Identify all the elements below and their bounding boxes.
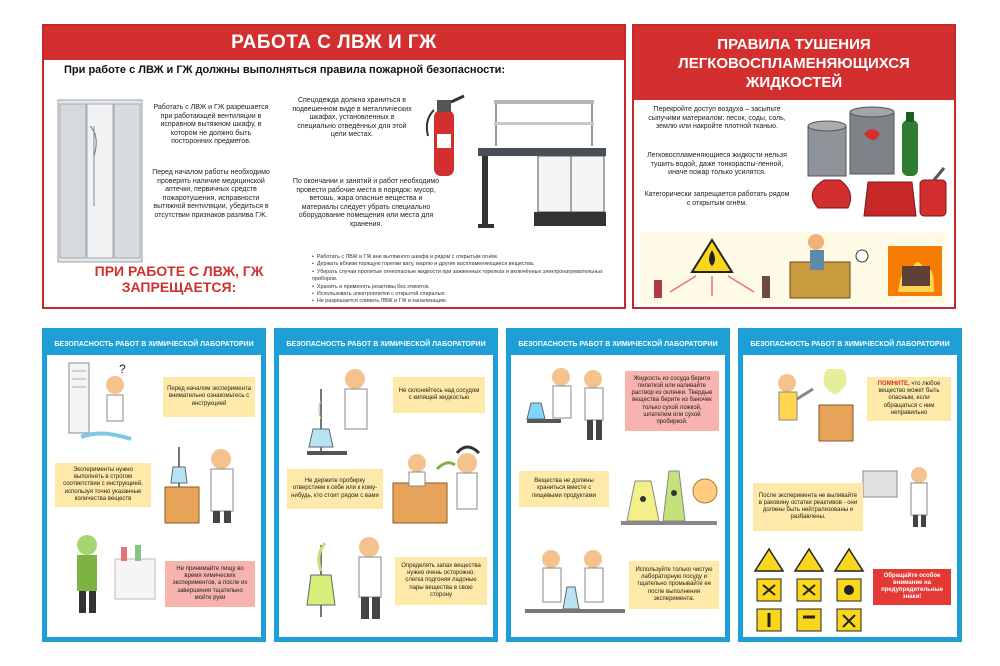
fire-rules-title: ПРАВИЛА ТУШЕНИЯ ЛЕГКОВОСПЛАМЕНЯЮЩИХСЯ ЖИДКОСТЕЙ — [634, 26, 954, 100]
poster-1-note-3: Не принимайте пищу во время химических экспериментов, а после их завершения тщательно мойте руки — [165, 561, 255, 607]
fuel-barrels-illustration — [794, 106, 952, 224]
list-item: • Убирать случаи пролитые огнеопасные жидкости при зажженных горелках и включённых электронагревательных приборов. — [312, 269, 608, 284]
poster-3-note-3: Используйте только чистую лабораторную посуду и тщательно промывайте ее после выполнения эксперимента. — [629, 561, 719, 609]
warning-sign-icon — [795, 549, 823, 571]
poster-3-note-2: Вещества не должны храниться вместе с пищевыми продуктами — [519, 471, 609, 507]
fire-rule-cover: Перекройте доступ воздуха – засыпьте сыпучими материалом: песок, соды, соль, землю или накройте плотной тканью. — [648, 106, 786, 130]
poster-4-title: БЕЗОПАСНОСТЬ РАБОТ В ХИМИЧЕСКОЙ ЛАБОРАТОРИИ — [743, 333, 957, 355]
list-item: • Работать с ЛВЖ и ГЖ вне вытяжного шкафа и рядом с открытым огнём. — [312, 254, 608, 261]
safety-poster-3 — [506, 328, 730, 642]
lvzh-vent-text: Работать с ЛВЖ и ГЖ разрешается при работающей вентиляции в исправном вытяжном шкафу, в котором не должно быть посторонних предметов. — [153, 104, 269, 145]
lvzh-forbidden-list — [312, 254, 608, 306]
svg-text:?: ? — [119, 362, 126, 376]
scientist-experiment-illustration — [159, 437, 259, 525]
explosion-illustration — [757, 359, 867, 449]
fire-rules-board — [632, 24, 956, 309]
poster-4-note-1 — [867, 377, 951, 421]
metal-locker-illustration — [54, 96, 146, 266]
lvzh-cleanup-text: По окончании и занятий и работ необходимо провести рабочие места в порядок: мусор, ветошь, жара опасные вещества и материалы следует убрать специально оборудование помещения или места для хранения. — [292, 178, 440, 228]
list-item: • Использовать электроплитки с открытой спиралью. — [312, 291, 608, 298]
lvzh-title: РАБОТА С ЛВЖ И ГЖ — [44, 26, 624, 60]
test-tube-splash-illustration — [387, 439, 493, 525]
safety-poster-2 — [274, 328, 498, 642]
poster-1-note-2: Эксперименты нужно выполнять в строгом соответствии с инструкцией, используя точно указанные количества веществ — [55, 463, 151, 507]
food-and-chemicals-illustration — [615, 451, 723, 531]
poster-1-note-1: Перед началом эксперимента внимательно ознакомьтесь с инструкцией — [163, 377, 255, 417]
boiling-flask-illustration — [303, 359, 383, 459]
hazard-signs-grid — [751, 545, 867, 637]
lvzh-forbidden-title: ПРИ РАБОТЕ С ЛВЖ, ГЖ ЗАПРЕЩАЕТСЯ: — [94, 263, 264, 295]
poster-2-note-2: Не держите пробирку отверстием к себе или к кому-нибудь, кто стоит рядом с вами — [287, 469, 383, 509]
fire-hazard-illustration — [640, 232, 948, 304]
remember-word: ПОМНИТЕ, — [877, 380, 910, 387]
list-item: • Хранить и применять реактивы без этикеток. — [312, 284, 608, 291]
lvzh-board — [42, 24, 626, 309]
poster-2-note-3: Определять запах вещества нужно очень осторожно: слегка подгоняя ладонью пары вещества в свою сторону — [395, 557, 487, 605]
warning-sign-icon — [835, 549, 863, 571]
poster-2-title: БЕЗОПАСНОСТЬ РАБОТ В ХИМИЧЕСКОЙ ЛАБОРАТОРИИ — [279, 333, 493, 355]
fire-rule-no-flame: Категорически запрещается работать рядом с открытым огнём. — [644, 191, 790, 207]
safety-poster-4 — [738, 328, 962, 642]
safety-poster-1 — [42, 328, 266, 642]
reading-instructions-illustration — [61, 359, 135, 445]
list-item: • Не разрешается сливать ЛВЖ и ГЖ в канализацию. — [312, 298, 608, 305]
poster-3-note-1: Жидкость из сосуда берите пипеткой или наливайте раствор из склянки. Твердые вещества берите из баночек только сухой ложкой, шпателем или сухой пробиркой. — [625, 371, 719, 431]
poster-3-title: БЕЗОПАСНОСТЬ РАБОТ В ХИМИЧЕСКОЙ ЛАБОРАТОРИИ — [511, 333, 725, 355]
sink-disposal-illustration — [855, 461, 955, 527]
poster-4-note-1-text: что любое вещество может быть опасным, если обращаться с ним неправильно — [878, 380, 941, 416]
fire-extinguisher-icon — [420, 90, 466, 180]
smell-test-illustration — [295, 525, 405, 625]
poster-1-title: БЕЗОПАСНОСТЬ РАБОТ В ХИМИЧЕСКОЙ ЛАБОРАТОРИИ — [47, 333, 261, 355]
list-item: • Держать вблизи горящую горелки вату, марлю и другие воспламеняющиеся вещества. — [312, 261, 608, 268]
cleaning-glassware-illustration — [521, 539, 631, 629]
lvzh-clothes-text: Спецодежда должна храниться в подвешенном виде в металлических шкафах, установленных в специально отведённых для этой цели местах. — [292, 97, 412, 138]
fire-rule-no-water: Легковоспламеняющиеся жидкости нельзя тушить водой, даже тонкораспы-ленной, иначе пожар только усилятся. — [647, 152, 787, 176]
pipette-scientists-illustration — [517, 359, 617, 451]
eating-in-lab-illustration — [65, 519, 165, 619]
lab-bench-illustration — [474, 96, 610, 236]
lvzh-aid-text: Перед началом работы необходимо проверить наличие медицинской аптечки, первичных средств пожаротушения, исправности вытяжной вентиляции, убедиться в отсутствии признаков разлива ГЖ. — [152, 169, 270, 219]
hazard-square-icon — [797, 609, 821, 631]
lvzh-intro: При работе с ЛВЖ и ГЖ должны выполняться правила пожарной безопасности: — [64, 64, 506, 76]
warning-sign-icon — [755, 549, 783, 571]
poster-4-note-3: Обращайте особое внимание на предупредительные знаки! — [873, 569, 951, 605]
poster-4-note-2: После эксперимента не выливайте в раковину остатки реактивов - они должны быть нейтрализованы и разбавлены. — [753, 483, 863, 531]
poster-2-note-1: Не склоняйтесь над сосудом с кипящей жидкостью — [393, 377, 485, 413]
